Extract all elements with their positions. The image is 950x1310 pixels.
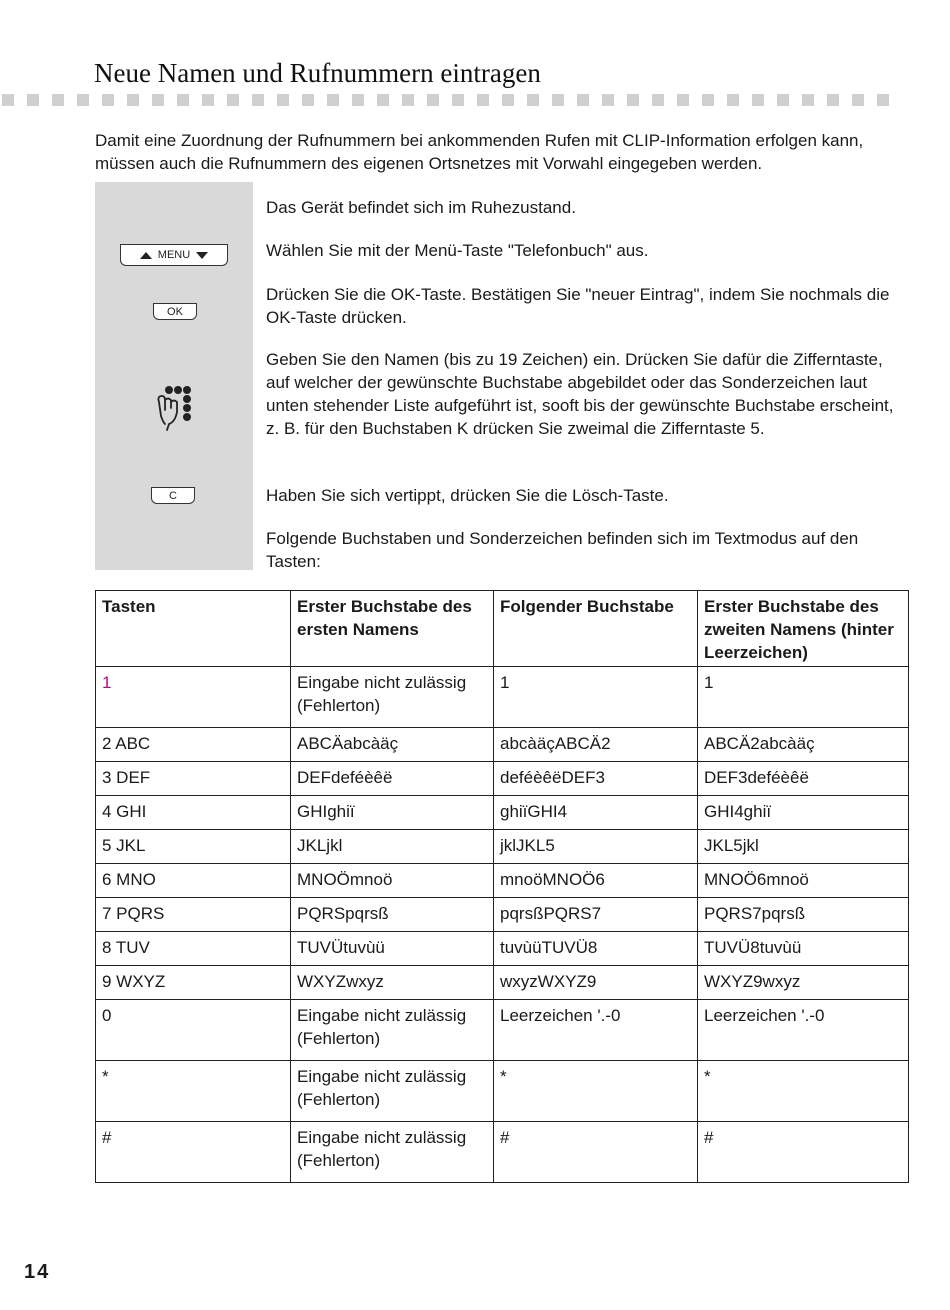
table-cell: GHIghiï: [291, 796, 494, 830]
step-3: Drücken Sie die OK-Taste. Bestätigen Sie "neuer Eintrag", indem Sie nochmals die OK-Taste drücken.: [266, 285, 890, 327]
table-cell: wxyzWXYZ9: [494, 966, 698, 1000]
character-table: [95, 590, 909, 1183]
table-cell: ABCÄ2abcàäç: [698, 728, 909, 762]
table-cell: Leerzeichen '.-0: [698, 1000, 909, 1061]
table-cell: WXYZwxyz: [291, 966, 494, 1000]
step-4: Geben Sie den Namen (bis zu 19 Zeichen) ein. Drücken Sie dafür die Zifferntaste, auf welcher der gewünschte Buchstabe abgebildet oder das Sonderzeichen laut unten stehender Liste aufgeführt ist, sooft bis der gewünschte Buchstabe erscheint, z. B. für den Buchstaben K drücken Sie zweimal die Zifferntaste 5.: [266, 350, 894, 438]
table-row: [96, 667, 909, 728]
table-cell: JKLjkl: [291, 830, 494, 864]
table-cell: GHI4ghiï: [698, 796, 909, 830]
table-row: [96, 898, 909, 932]
table-cell: *: [494, 1061, 698, 1122]
table-cell: JKL5jkl: [698, 830, 909, 864]
table-cell: Leerzeichen '.-0: [494, 1000, 698, 1061]
table-header-row: [96, 591, 909, 667]
table-cell: Eingabe nicht zulässig (Fehlerton): [291, 1122, 494, 1183]
table-row: [96, 830, 909, 864]
step-1: Das Gerät befindet sich im Ruhezustand.: [266, 198, 576, 217]
table-cell: Eingabe nicht zulässig (Fehlerton): [291, 1061, 494, 1122]
table-cell: PQRS7pqrsß: [698, 898, 909, 932]
ok-key-label: OK: [167, 305, 183, 318]
table-row: [96, 864, 909, 898]
table-cell-key: 9 WXYZ: [96, 966, 291, 1000]
table-cell-key: 2 ABC: [96, 728, 291, 762]
ok-key-icon: [153, 303, 197, 320]
table-cell-key: 8 TUV: [96, 932, 291, 966]
table-cell: pqrsßPQRS7: [494, 898, 698, 932]
table-cell: ABCÄabcàäç: [291, 728, 494, 762]
table-cell: #: [698, 1122, 909, 1183]
intro-paragraph: Damit eine Zuordnung der Rufnummern bei ankommenden Rufen mit CLIP-Information erfolgen kann, müssen auch die Rufnummern des eigenen Ortsnetzes mit Vorwahl eingegeben werden.: [95, 131, 864, 173]
table-header: Folgender Buchstabe: [494, 591, 698, 667]
table-row: [96, 762, 909, 796]
page-number: 14: [24, 1261, 51, 1283]
table-cell-key: 5 JKL: [96, 830, 291, 864]
table-row: [96, 796, 909, 830]
table-cell: MNOÖ6mnoö: [698, 864, 909, 898]
step-2: Wählen Sie mit der Menü-Taste "Telefonbuch" aus.: [266, 241, 649, 260]
step-6: Folgende Buchstaben und Sonderzeichen befinden sich im Textmodus auf den Tasten:: [266, 529, 859, 571]
table-header: Erster Buchstabe des zweiten Namens (hinter Leerzeichen): [698, 591, 909, 667]
table-cell-key: 0: [96, 1000, 291, 1061]
page-title: Neue Namen und Rufnummern eintragen: [94, 58, 541, 88]
table-cell: DEF3deféèêë: [698, 762, 909, 796]
table-row: [96, 728, 909, 762]
table-cell: deféèêëDEF3: [494, 762, 698, 796]
table-cell-key: 6 MNO: [96, 864, 291, 898]
table-cell: 1: [494, 667, 698, 728]
table-header: Erster Buchstabe des ersten Namens: [291, 591, 494, 667]
table-cell-key: 4 GHI: [96, 796, 291, 830]
table-cell: Eingabe nicht zulässig (Fehlerton): [291, 1000, 494, 1061]
key-icon-panel: [95, 182, 253, 570]
table-cell: jklJKL5: [494, 830, 698, 864]
table-cell-key: *: [96, 1061, 291, 1122]
table-row: [96, 966, 909, 1000]
table-cell-key: #: [96, 1122, 291, 1183]
step-5: Haben Sie sich vertippt, drücken Sie die Lösch-Taste.: [266, 486, 669, 505]
table-row: [96, 1122, 909, 1183]
table-cell: mnoöMNOÖ6: [494, 864, 698, 898]
table-cell: #: [494, 1122, 698, 1183]
decorative-dot-row: [0, 94, 902, 106]
table-header: Tasten: [96, 591, 291, 667]
table-cell: Eingabe nicht zulässig (Fehlerton): [291, 667, 494, 728]
table-cell: *: [698, 1061, 909, 1122]
table-cell: 1: [698, 667, 909, 728]
menu-key-label: MENU: [157, 249, 191, 261]
keypad-icon: [153, 382, 193, 432]
table-cell: MNOÖmnoö: [291, 864, 494, 898]
table-cell: WXYZ9wxyz: [698, 966, 909, 1000]
table-cell: PQRSpqrsß: [291, 898, 494, 932]
table-cell: tuvùüTUVÜ8: [494, 932, 698, 966]
table-row: [96, 1000, 909, 1061]
table-cell-key: 3 DEF: [96, 762, 291, 796]
clear-key-icon: [151, 487, 195, 504]
table-cell: abcàäçABCÄ2: [494, 728, 698, 762]
table-cell: DEFdeféèêë: [291, 762, 494, 796]
table-row: [96, 1061, 909, 1122]
table-row: [96, 932, 909, 966]
menu-key-icon: [120, 244, 228, 266]
table-cell-key: 7 PQRS: [96, 898, 291, 932]
table-cell-key: 1: [96, 667, 291, 728]
clear-key-label: C: [169, 489, 177, 502]
table-cell: TUVÜ8tuvùü: [698, 932, 909, 966]
table-cell: TUVÜtuvùü: [291, 932, 494, 966]
table-cell: ghiïGHI4: [494, 796, 698, 830]
